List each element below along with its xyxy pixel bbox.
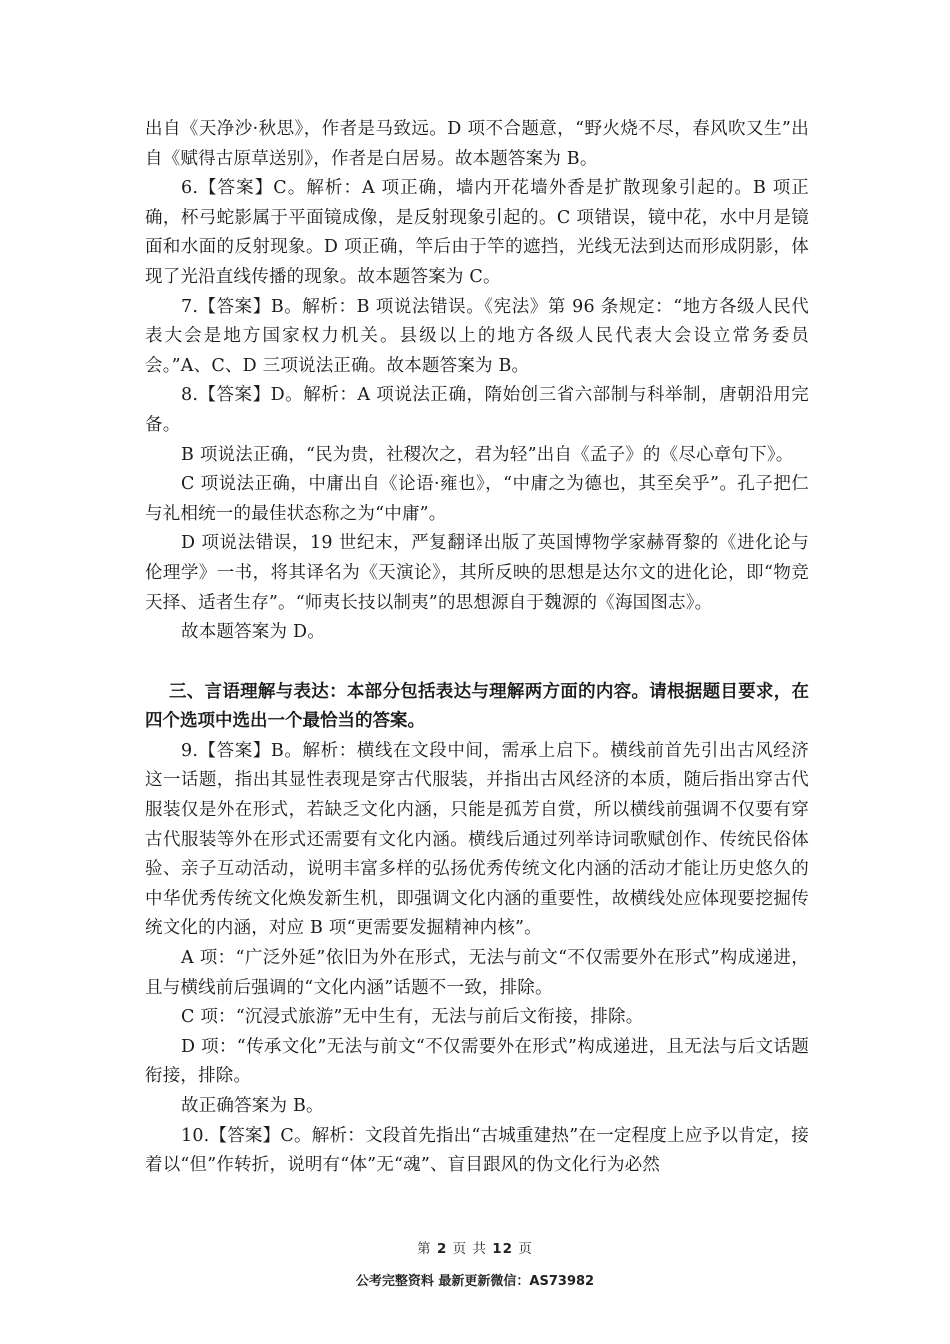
page-number-prefix: 第 [417,1241,432,1257]
answer-9-conclusion: 故正确答案为 B。 [181,1096,324,1116]
page-number-current: 2 [436,1241,448,1257]
answer-9-option-a: A 项：“广泛外延”依旧为外在形式，无法与前文“不仅需要外在形式”构成递进，且与横线前后强调的“文化内涵”话题不一致，排除。 [145,948,809,998]
answer-9-option-d: D 项：“传承文化”无法与前文“不仅需要外在形式”构成递进，且无法与后文话题衔接，排除。 [145,1036,809,1087]
answer-9: 9.【答案】B。解析：横线在文段中间，需承上启下。横线前首先引出古风经济这一话题，指出其显性表现是穿古代服装，并指出古风经济的本质，随后指出穿古代服装仅是外在形式，若缺乏文化内涵，只能是孤芳自赏，所以横线前强调不仅要有穿古代服装等外在形式还需要有文化内涵。横线后通过列举诗词歌赋创作、传统民俗体验、亲子互动活动，说明丰富多样的弘扬优秀传统文化内涵的活动才能让历史悠久的中华优秀传统文化焕发新生机，即强调文化内涵的重要性，故横线处应体现要挖掘传统文化的内涵，对应 B 项“更需要发掘精神内核”。 [145,740,809,939]
page-number [0,1237,950,1257]
answer-8-option-b: B 项说法正确，“民为贵，社稷次之，君为轻”出自《孟子》的《尽心章句下》。 [181,444,794,465]
answer-8-option-c: C 项说法正确，中庸出自《论语·雍也》，“中庸之为德也，其至矣乎”。孔子把仁与礼相统一的最佳状态称之为“中庸”。 [145,474,809,524]
section-spacer [145,648,809,678]
page-number-middle: 页 共 [452,1241,487,1257]
answer-8-option-d: D 项说法错误，19 世纪末，严复翻译出版了英国博物学家赫胥黎的《进化论与伦理学》一书，将其译名为《天演论》，其所反映的思想是达尔文的进化论，即“物竞天择、适者生存”。“师夷长技以制夷”的思想源自于魏源的《海国图志》。 [145,533,809,613]
page-number-total: 12 [492,1241,514,1257]
answer-9-option-c: C 项：“沉浸式旅游”无中生有，无法与前后文衔接，排除。 [181,1007,644,1028]
answer-8: 8.【答案】D。解析：A 项说法正确，隋始创三省六部制与科举制，唐朝沿用完备。 [145,385,809,435]
answer-8-conclusion: 故本题答案为 D。 [181,622,325,643]
answer-7: 7.【答案】B。解析：B 项说法错误。《宪法》第 96 条规定：“地方各级人民代表大会是地方国家权力机关。县级以上的地方各级人民代表大会设立常务委员会。”A、C、D 三项说法正确。故本题答案为 B。 [145,296,809,376]
answer-6: 6.【答案】C。解析：A 项正确，墙内开花墙外香是扩散现象引起的。B 项正确，杯弓蛇影属于平面镜成像，是反射现象引起的。C 项错误，镜中花，水中月是镜面和水面的反射现象。D 项正确，竿后由于竿的遮挡，光线无法到达而形成阴影，体现了光沿直线传播的现象。故本题答案为 C。 [145,178,809,287]
section-heading: 三、言语理解与表达：本部分包括表达与理解两方面的内容。请根据题目要求，在四个选项中选出一个最恰当的答案。 [145,681,809,732]
page-content [145,115,809,1181]
paragraph-continuation: 出自《天净沙·秋思》，作者是马致远。D 项不合题意，“野火烧不尽，春风吹又生”出自《赋得古原草送别》，作者是白居易。故本题答案为 B。 [145,119,809,169]
footer-watermark: 公考完整资料 最新更新微信：AS73982 [355,1274,595,1289]
page-number-suffix: 页 [518,1241,533,1257]
answer-10: 10.【答案】C。解析：文段首先指出“古城重建热”在一定程度上应予以肯定，接着以“但”作转折，说明有“体”无“魂”、盲目跟风的伪文化行为必然 [145,1125,809,1176]
